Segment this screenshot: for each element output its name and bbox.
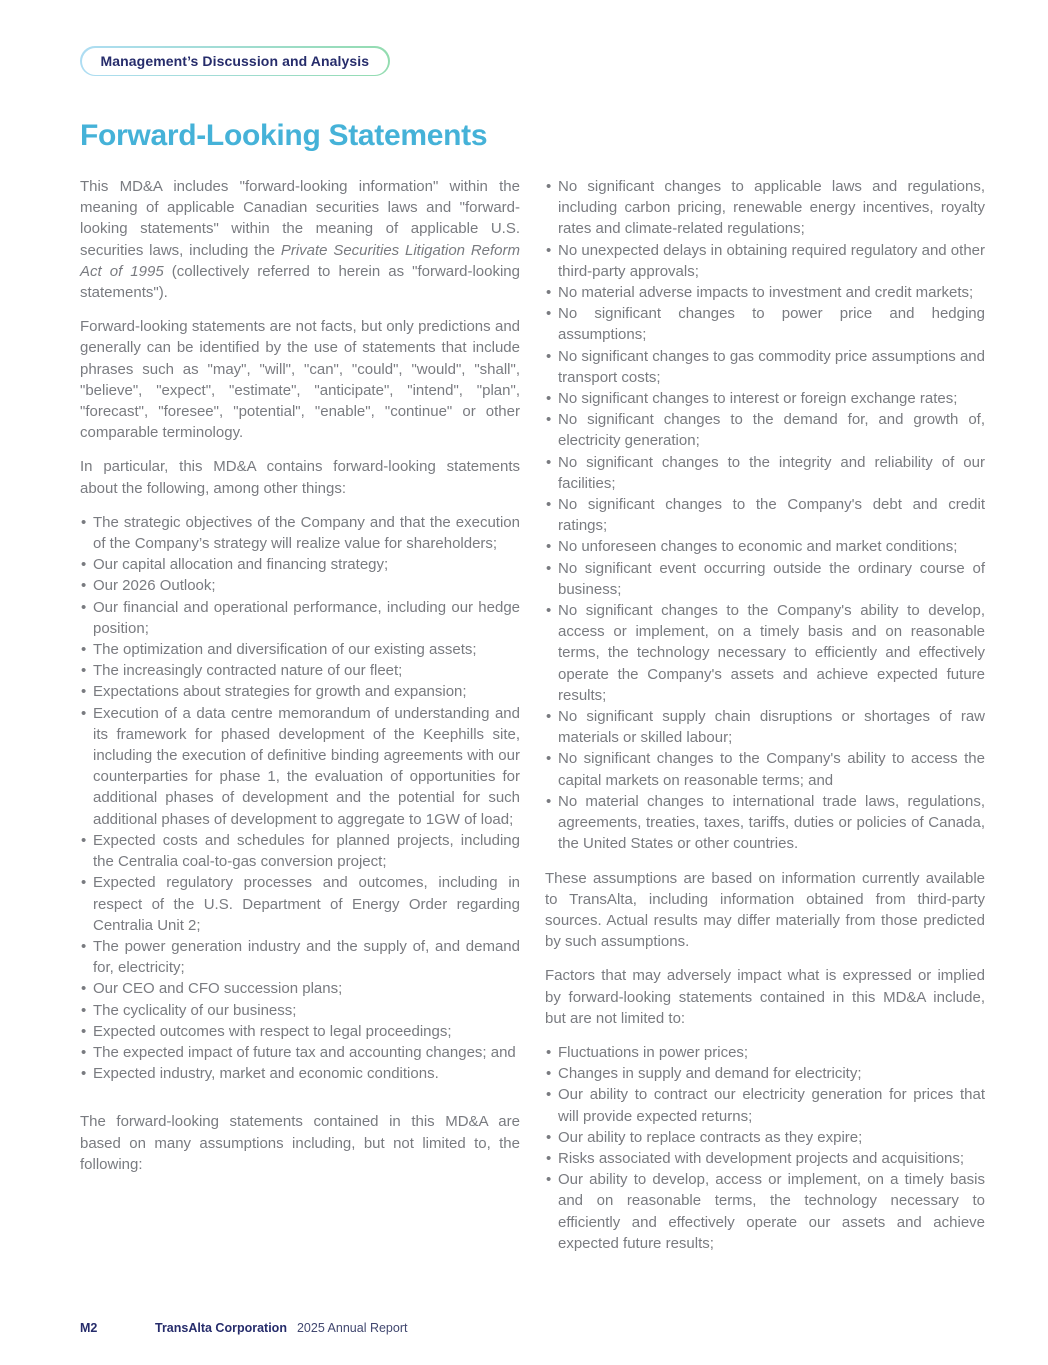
intro-paragraph-1-italic-act-title: Private Securities Litigation Reform Act of 1995	[80, 241, 521, 280]
statement-topics-list	[80, 512, 520, 1084]
statement-topic-item: • The strategic objectives of the Company and that the execution of the Company’s strategy will realize value for shareholders;	[80, 512, 520, 554]
page-number: M2	[80, 1321, 98, 1335]
intro-paragraph-2: Forward-looking statements are not facts, but only predictions and generally can be identified by the use of statements that include phrases such as "may", "will", "can", "could", "would", "shall", "believe", "expect", "estimate", "anticipate", "intend", "plan", "forecast", "foresee", "potential", "enable", "continue" or other comparable terminology.	[80, 318, 520, 442]
page-title: Forward-Looking Statements	[80, 119, 488, 152]
left-closing-paragraph: The forward-looking statements contained in this MD&A are based on many assumptions including, but not limited to, the following:	[80, 1113, 520, 1173]
statement-topic-item: • Expected costs and schedules for planned projects, including the Centralia coal-to-gas conversion project;	[80, 830, 520, 872]
assumption-item: • No significant changes to the Company's debt and credit ratings;	[545, 494, 985, 536]
statement-topic-item: • Expected outcomes with respect to legal proceedings;	[80, 1021, 520, 1042]
statement-topic-item: • The power generation industry and the supply of, and demand for, electricity;	[80, 936, 520, 978]
factor-item: • Our ability to develop, access or implement, on a timely basis and on reasonable terms, the technology necessary to efficiently and effectively operate our assets and achieve expected future results;	[545, 1169, 985, 1254]
statement-topic-item: • Expected industry, market and economic conditions.	[80, 1063, 520, 1084]
factor-item: • Changes in supply and demand for electricity;	[545, 1063, 985, 1084]
statement-topic-item: • Expectations about strategies for growth and expansion;	[80, 681, 520, 702]
factor-item: • Our ability to replace contracts as they expire;	[545, 1127, 985, 1148]
factor-item: • Risks associated with development projects and acquisitions;	[545, 1148, 985, 1169]
report-title: 2025 Annual Report	[296, 1321, 408, 1335]
assumption-item: • No significant changes to the integrity and reliability of our facilities;	[545, 452, 985, 494]
factor-item: • Fluctuations in power prices;	[545, 1042, 985, 1063]
assumption-item: • No significant changes to the Company's ability to access the capital markets on reasonable terms; and	[545, 748, 985, 790]
mda-section-badge-label: Management’s Discussion and Analysis	[82, 48, 389, 75]
factor-item: • Our ability to contract our electricity generation for prices that will provide expected returns;	[545, 1084, 985, 1126]
assumption-item: • No unexpected delays in obtaining required regulatory and other third-party approvals;	[545, 240, 985, 282]
right-column	[545, 176, 985, 1267]
assumptions-list	[545, 176, 985, 855]
statement-topic-item: • The optimization and diversification of our existing assets;	[80, 639, 520, 660]
statement-topic-item: • The expected impact of future tax and accounting changes; and	[80, 1042, 520, 1063]
statement-topic-item: • Expected regulatory processes and outcomes, including in respect of the U.S. Department of Energy Order regarding Centralia Unit 2;	[80, 872, 520, 936]
statement-topic-item: • The increasingly contracted nature of our fleet;	[80, 660, 520, 681]
statement-topic-item: • Our capital allocation and financing strategy;	[80, 554, 520, 575]
assumption-item: • No material adverse impacts to investment and credit markets;	[545, 282, 985, 303]
assumption-item: • No significant changes to power price and hedging assumptions;	[545, 303, 985, 345]
left-column	[80, 176, 520, 1267]
intro-paragraph-1-after: (collectively referred to herein as "forward-looking statements").	[80, 262, 520, 302]
statement-topic-item: • The cyclicality of our business;	[80, 1000, 520, 1021]
assumptions-closing-paragraph: These assumptions are based on information currently available to TransAlta, including information obtained from third-party sources. Actual results may differ materially from those predicted by such assumptions.	[545, 869, 985, 951]
factors-list	[545, 1042, 985, 1254]
assumption-item: • No significant changes to the demand for, and growth of, electricity generation;	[545, 409, 985, 451]
company-name: TransAlta Corporation	[155, 1321, 287, 1335]
two-column-body	[80, 176, 985, 1267]
assumption-item: • No significant changes to the Company's ability to develop, access or implement, on a timely basis and on reasonable terms, the technology necessary to efficiently and effectively operate the Company's assets and achieve expected future results;	[545, 600, 985, 706]
page-footer	[80, 1321, 407, 1335]
statement-topic-item: • Our 2026 Outlook;	[80, 575, 520, 596]
statement-topic-item: • Our CEO and CFO succession plans;	[80, 978, 520, 999]
mda-section-badge	[80, 46, 390, 76]
intro-paragraph-1	[80, 176, 520, 303]
assumption-item: • No significant changes to applicable laws and regulations, including carbon pricing, renewable energy incentives, royalty rates and climate-related regulations;	[545, 176, 985, 240]
assumption-item: • No significant supply chain disruptions or shortages of raw materials or skilled labour;	[545, 706, 985, 748]
factors-intro-paragraph: Factors that may adversely impact what is expressed or implied by forward-looking statements contained in this MD&A include, but are not limited to:	[545, 967, 985, 1027]
intro-paragraph-1-before: This MD&A includes "forward-looking information" within the meaning of applicable Canadian securities laws and "forward-looking statements" within the meaning of applicable U.S. securities laws, including the	[80, 178, 520, 259]
assumption-item: • No significant event occurring outside the ordinary course of business;	[545, 558, 985, 600]
statement-topic-item: • Our financial and operational performance, including our hedge position;	[80, 597, 520, 639]
intro-paragraph-3: In particular, this MD&A contains forward-looking statements about the following, among other things:	[80, 458, 520, 497]
assumption-item: • No significant changes to gas commodity price assumptions and transport costs;	[545, 346, 985, 388]
statement-topic-item: • Execution of a data centre memorandum of understanding and its framework for phased development of the Keephills site, including the execution of definitive binding agreements with our counterparties for phase 1, the evaluation of opportunities for additional phases of development and the potential for such additional phases of development to aggregate to 1GW of load;	[80, 703, 520, 830]
assumption-item: • No unforeseen changes to economic and market conditions;	[545, 536, 985, 557]
assumption-item: • No material changes to international trade laws, regulations, agreements, treaties, taxes, tariffs, duties or policies of Canada, the United States or other countries.	[545, 791, 985, 855]
assumption-item: • No significant changes to interest or foreign exchange rates;	[545, 388, 985, 409]
